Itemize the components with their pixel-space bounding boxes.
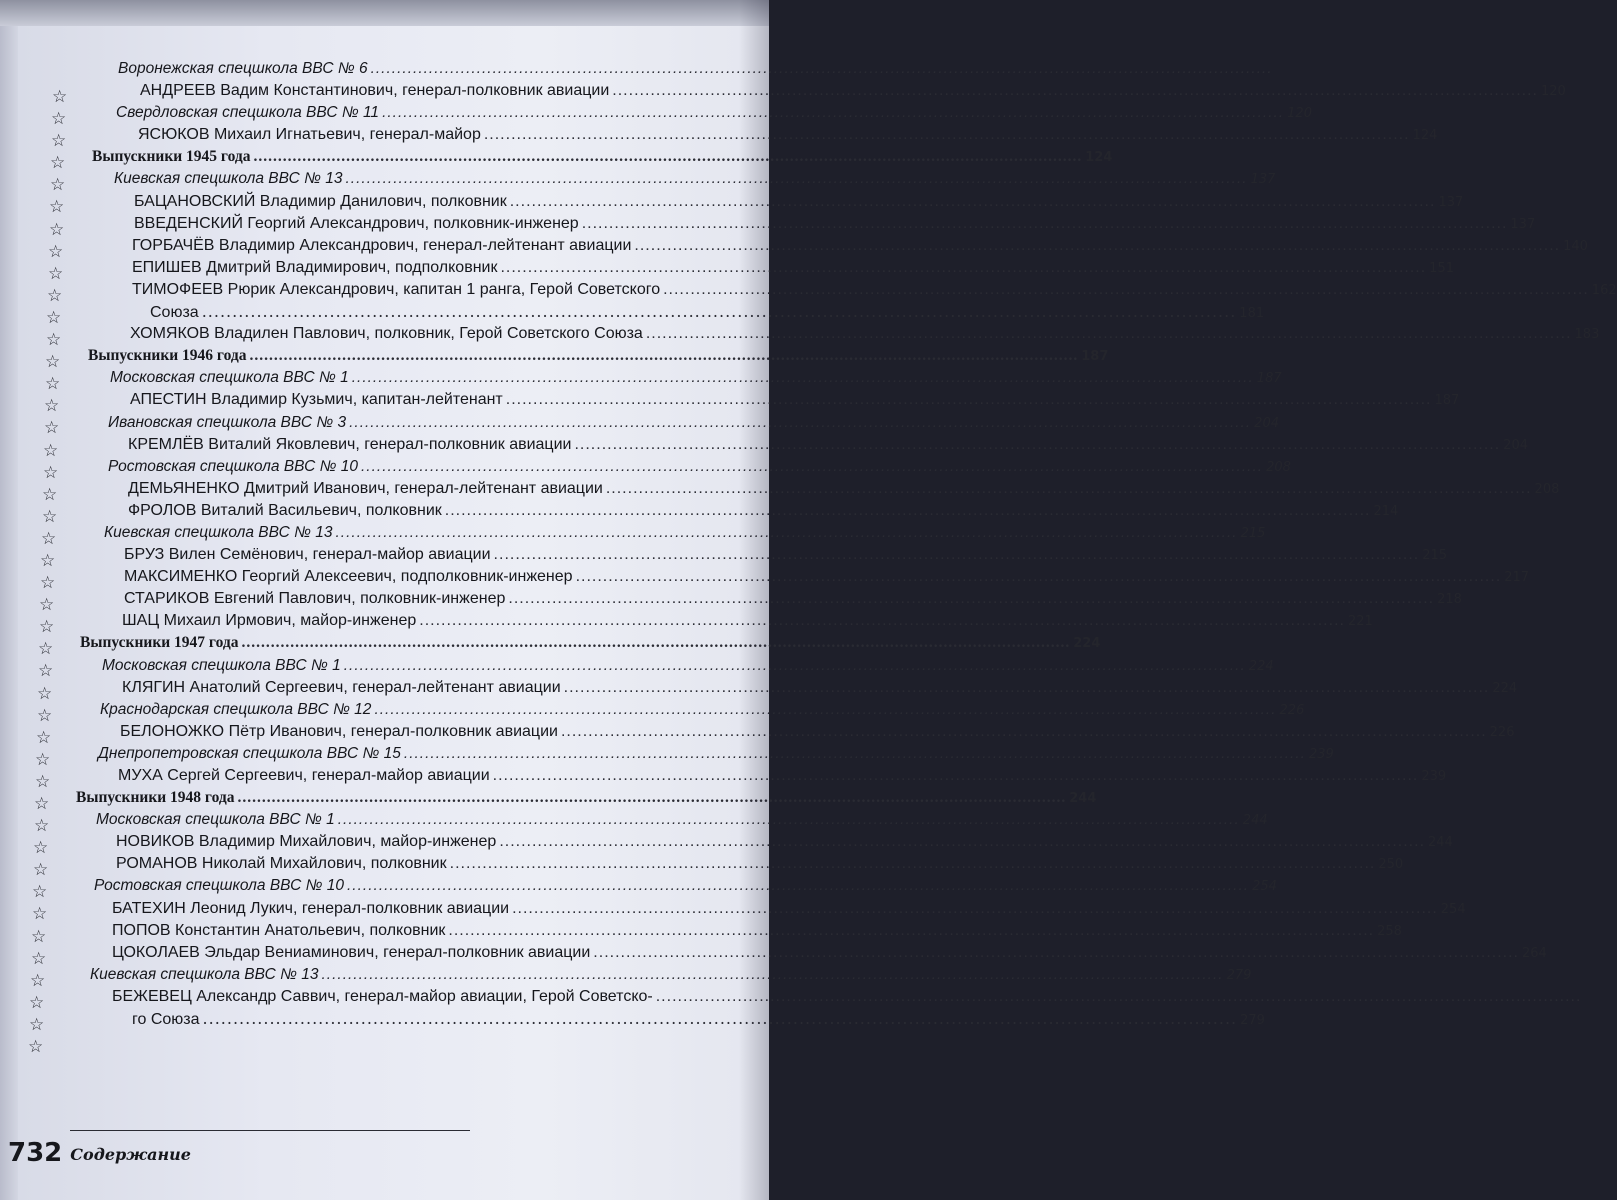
leader-dots [508,588,1434,610]
star-icon: ☆ [52,87,68,107]
toc-entry-text: Киевская спецшкола ВВС № 13 [114,170,343,188]
toc-page-number: 137 [1510,216,1536,232]
star-icon: ☆ [45,352,61,373]
star-icon: ☆ [34,816,50,837]
star-icon: ☆ [40,573,56,594]
toc-page-number: 226 [1279,702,1305,718]
toc-page-number: 208 [1266,459,1291,475]
toc-row-name [0,544,1448,566]
toc-page-number: 187 [1256,371,1282,387]
toc-row-name [0,323,1600,345]
leader-dots [202,301,1237,323]
star-icon: ☆ [39,595,55,616]
toc-page-number: 183 [1574,327,1600,343]
leader-dots [561,721,1487,743]
leader-dots [512,898,1438,920]
toc-entry-text: ШАЦ Михаил Ирмович, майор-инженер [122,612,417,630]
star-icon: ☆ [31,926,47,947]
toc-page-number: 254 [1252,879,1277,895]
toc-row-school [0,655,1274,677]
leader-dots [506,389,1432,411]
toc-page-number: 208 [1534,481,1560,497]
toc-entry-text: ЯСЮКОВ Михаил Игнатьевич, генерал-майор [138,126,481,144]
toc-entry-text: ФРОЛОВ Виталий Васильевич, полковник [128,501,442,519]
toc-entry-text: Киевская спецшкола ВВС № 13 [90,965,319,983]
star-icon: ☆ [48,263,64,284]
toc-entry-text: БЕЖЕВЕЦ Александр Саввич, генерал-майор авиации, Герой Советско- [112,987,653,1005]
leader-dots [500,257,1426,279]
toc-entry-text: Выпускники 1948 года [76,789,235,807]
toc-page-number: 204 [1503,437,1528,453]
star-icon: ☆ [50,175,66,196]
leader-dots [656,986,1582,1008]
toc-row-name [0,191,1464,213]
toc-row-name [0,124,1438,146]
toc-entry-text: КРЕМЛЁВ Виталий Яковлевич, генерал-полковник авиации [128,435,572,453]
toc-page-number: 279 [1226,967,1252,983]
section-title: Содержание [70,1145,191,1164]
leader-dots [344,655,1246,677]
toc-row-name [0,80,1566,102]
toc-row-school [0,964,1252,986]
toc-page-number: 221 [1347,614,1373,630]
leader-dots [510,191,1436,213]
toc-entry-text: Выпускники 1945 года [92,148,251,166]
toc-page-number: 181 [1239,306,1265,322]
toc-row-name [0,920,1402,942]
toc-row-year [0,146,1113,168]
toc-page-number: 218 [1437,592,1462,608]
toc-row-year [0,345,1109,367]
star-icon: ☆ [29,1014,45,1035]
toc-row-name [0,898,1466,920]
toc-page-number: 244 [1428,835,1453,851]
leader-dots [484,124,1410,146]
toc-row-name [0,986,769,1008]
toc-row-name [0,389,1460,411]
toc-entry-text: СТАРИКОВ Евгений Павлович, полковник-инженер [124,590,506,608]
toc-row-name [0,610,1373,632]
leader-dots [593,942,1519,964]
toc-row-school [0,367,1282,389]
toc-page-number: 244 [1242,813,1268,829]
leader-dots [203,1008,1238,1030]
toc-row-name [0,235,1588,257]
leader-dots [347,875,1249,897]
star-icon: ☆ [50,153,66,174]
toc-row-school [0,58,769,80]
toc-entry-text: Выпускники 1946 года [88,347,247,365]
toc-entry-text: Ростовская спецшкола ВВС № 10 [94,877,344,895]
toc-page-number: 214 [1373,503,1399,519]
star-icon: ☆ [33,838,49,859]
star-icon: ☆ [38,639,54,660]
leader-dots [634,235,1560,257]
star-icon: ☆ [35,749,51,770]
toc-entry-text: БАТЕХИН Леонид Лукич, генерал-полковник авиации [112,899,510,917]
page-footer [8,1124,748,1168]
star-icon: ☆ [34,794,50,814]
star-icon: ☆ [37,683,53,704]
leader-dots [338,809,1240,831]
star-icon: ☆ [45,374,61,395]
star-icon: ☆ [41,528,57,549]
footer-rule [70,1130,470,1131]
toc-entry-text: АНДРЕЕВ Вадим Константинович, генерал-полковник авиации [140,82,610,100]
toc-page-number: 226 [1489,724,1515,740]
toc-row-year [0,632,1101,654]
toc-entry-text: Свердловская спецшкола ВВС № 11 [116,104,380,122]
toc-entry-text: ПОПОВ Константин Анатольевич, полковник [112,921,446,939]
leader-dots [237,787,1066,809]
star-icon: ☆ [30,970,46,991]
toc-row-school [0,168,1276,190]
page-shadow [739,0,769,1200]
leader-dots [249,345,1078,367]
toc-row-name [0,588,1462,610]
toc-entry-text: Московская спецшкола ВВС № 1 [96,811,335,829]
page-number: 732 [8,1138,63,1168]
toc-page-number: 244 [1069,791,1097,807]
toc-page-number: 224 [1248,658,1274,674]
toc-entry-text: Краснодарская спецшкола ВВС № 12 [100,700,372,718]
toc-row-school [0,412,1279,434]
star-icon: ☆ [32,904,48,925]
leader-dots [493,765,1419,787]
toc-entry-text: ЦОКОЛАЕВ Эльдар Вениаминович, генерал-полковник авиации [112,943,591,961]
leader-dots [450,853,1376,875]
toc-row-name [0,677,1518,699]
toc-entry-text: ГОРБАЧЁВ Владимир Александрович, генерал-лейтенант авиации [132,236,632,254]
toc-page-number: 217 [1504,570,1530,586]
leader-dots [345,168,1247,190]
star-icon: ☆ [47,285,63,306]
toc-entry-text: ДЕМЬЯНЕНКО Дмитрий Иванович, генерал-лейтенант авиации [128,479,603,497]
star-icon: ☆ [44,396,60,417]
toc-row-name [0,765,1447,787]
toc-page-number: 258 [1377,923,1402,939]
leader-dots [445,500,1371,522]
leader-dots [499,831,1425,853]
star-icon: ☆ [49,219,65,240]
toc-row-name [0,434,1528,456]
toc-entry-text: Московская спецшкола ВВС № 1 [110,369,349,387]
toc-row-name [0,721,1515,743]
leader-dots [352,367,1254,389]
toc-entry-text: Московская спецшкола ВВС № 1 [102,656,341,674]
leader-dots [448,920,1374,942]
toc-row-name [0,478,1560,500]
toc-page-number: 279 [1240,1013,1265,1029]
page-top-edge [0,0,769,26]
toc-row-school [0,102,1312,124]
star-icon: ☆ [51,109,67,130]
toc-entry-text: РОМАНОВ Николай Михайлович, полковник [116,855,447,873]
toc-page-number: 137 [1250,172,1276,188]
star-icon: ☆ [51,131,67,152]
toc-page-number: 215 [1240,525,1266,541]
leader-dots [582,213,1508,235]
toc-page-number: 162 [1591,282,1617,298]
toc-entry-text: Ивановская спецшкола ВВС № 3 [108,413,347,431]
toc-entry-text: МУХА Сергей Сергеевич, генерал-майор авиации [118,767,490,784]
toc-entry-text: Ростовская спецшкола ВВС № 10 [108,457,358,475]
toc-entry-text: Киевская спецшкола ВВС № 13 [104,523,333,541]
star-icon: ☆ [35,771,51,792]
star-icon: ☆ [33,860,49,881]
leader-dots [419,610,1345,632]
toc-page-number: 187 [1434,393,1460,409]
toc-row-name [0,853,1404,875]
leader-dots [374,699,1276,721]
toc-page-number: 120 [1287,106,1312,122]
star-icon: ☆ [44,418,60,439]
toc-page-number: 124 [1085,150,1113,166]
star-icon: ☆ [36,727,52,748]
star-icon: ☆ [31,948,47,969]
toc-page-number: 120 [1540,84,1566,100]
toc-row-name [0,566,1530,588]
toc-entry-text: ЕПИШЕВ Дмитрий Владимирович, подполковник [132,258,498,276]
toc-row-school [0,522,1266,544]
star-icon: ☆ [29,992,45,1013]
toc-row-name [0,257,1454,279]
leader-dots [576,566,1502,588]
star-icon: ☆ [46,307,62,328]
toc-entry-text: ТИМОФЕЕВ Рюрик Александрович, капитан 1 ранга, Герой Советского [132,280,661,298]
toc-page-number: 239 [1308,746,1334,762]
toc-row-school [0,809,1268,831]
leader-dots [494,544,1420,566]
toc-row-year [0,787,1097,809]
toc-row-name [0,500,1399,522]
toc-row-cont [0,301,1265,323]
leader-dots [564,677,1490,699]
star-icon: ☆ [43,440,59,461]
toc-entry-text: БРУЗ Вилен Семёнович, генерал-майор авиации [124,546,491,564]
star-icon: ☆ [28,1037,44,1058]
toc-entry-text: БЕЛОНОЖКО Пётр Иванович, генерал-полковник авиации [120,722,558,740]
leader-dots [349,412,1251,434]
table-of-contents [0,58,1617,1030]
toc-entry-text: ВВЕДЕНСКИЙ Георгий Александрович, полковник-инженер [134,214,579,232]
star-icon: ☆ [42,506,58,527]
toc-entry-text: Днепропетровская спецшкола ВВС № 15 [98,744,401,762]
toc-row-school [0,875,1277,897]
star-icon: ☆ [46,330,62,351]
toc-page-number: 140 [1563,238,1588,254]
leader-dots [574,434,1500,456]
toc-entry-text: ХОМЯКОВ Владилен Павлович, полковник, Герой Советского Союза [130,325,643,343]
toc-page-number: 254 [1440,901,1466,917]
star-icon: ☆ [42,484,58,505]
toc-entry-text: КЛЯГИН Анатолий Сергеевич, генерал-лейтенант авиации [122,678,561,696]
toc-entry-text: МАКСИМЕНКО Георгий Алексеевич, подполковник-инженер [124,568,573,586]
leader-dots [253,146,1082,168]
toc-page-number: 151 [1429,260,1454,276]
toc-page-number: 250 [1378,857,1404,873]
toc-entry-text: Союза [150,304,199,322]
star-icon: ☆ [32,882,48,903]
toc-page-number: 124 [1412,128,1438,144]
star-icon: ☆ [48,241,64,262]
toc-entry-text: БАЦАНОВСКИЙ Владимир Данилович, полковник [134,192,507,210]
toc-entry-text: го Союза [132,1011,200,1029]
star-icon: ☆ [37,705,53,726]
star-icon: ☆ [40,550,56,571]
toc-row-school [0,743,1334,765]
toc-page-number: 264 [1522,945,1547,961]
toc-row-name [0,279,1617,301]
toc-page-number: 224 [1073,636,1101,652]
toc-page-number: 224 [1492,680,1518,696]
star-icon: ☆ [49,197,65,218]
toc-entry-text: Выпускники 1947 года [80,634,239,652]
toc-row-cont [0,1008,1265,1030]
toc-page-number: 215 [1422,548,1448,564]
leader-dots [335,522,1237,544]
toc-page-number: 137 [1438,194,1464,210]
toc-entry-text: АПЕСТИН Владимир Кузьмич, капитан-лейтенант [130,391,503,409]
leader-dots [382,102,1284,124]
leader-dots [404,743,1306,765]
toc-row-school [0,456,1291,478]
star-icon: ☆ [38,661,54,682]
star-icon: ☆ [39,617,55,638]
leader-dots [241,632,1070,654]
toc-row-school [0,699,1305,721]
leader-dots [646,323,1572,345]
toc-page-number: 204 [1254,415,1279,431]
toc-row-name [0,942,1547,964]
toc-row-name [0,213,1536,235]
leader-dots [371,58,1273,80]
leader-dots [663,279,1589,301]
toc-page-number: 239 [1421,769,1447,784]
toc-entry-text: НОВИКОВ Владимир Михайлович, майор-инженер [116,833,497,851]
leader-dots [321,964,1223,986]
toc-row-name [0,831,1453,853]
toc-entry-text: Воронежская спецшкола ВВС № 6 [118,60,368,77]
leader-dots [361,456,1263,478]
star-icon: ☆ [43,462,59,483]
toc-page-number: 187 [1081,349,1109,365]
